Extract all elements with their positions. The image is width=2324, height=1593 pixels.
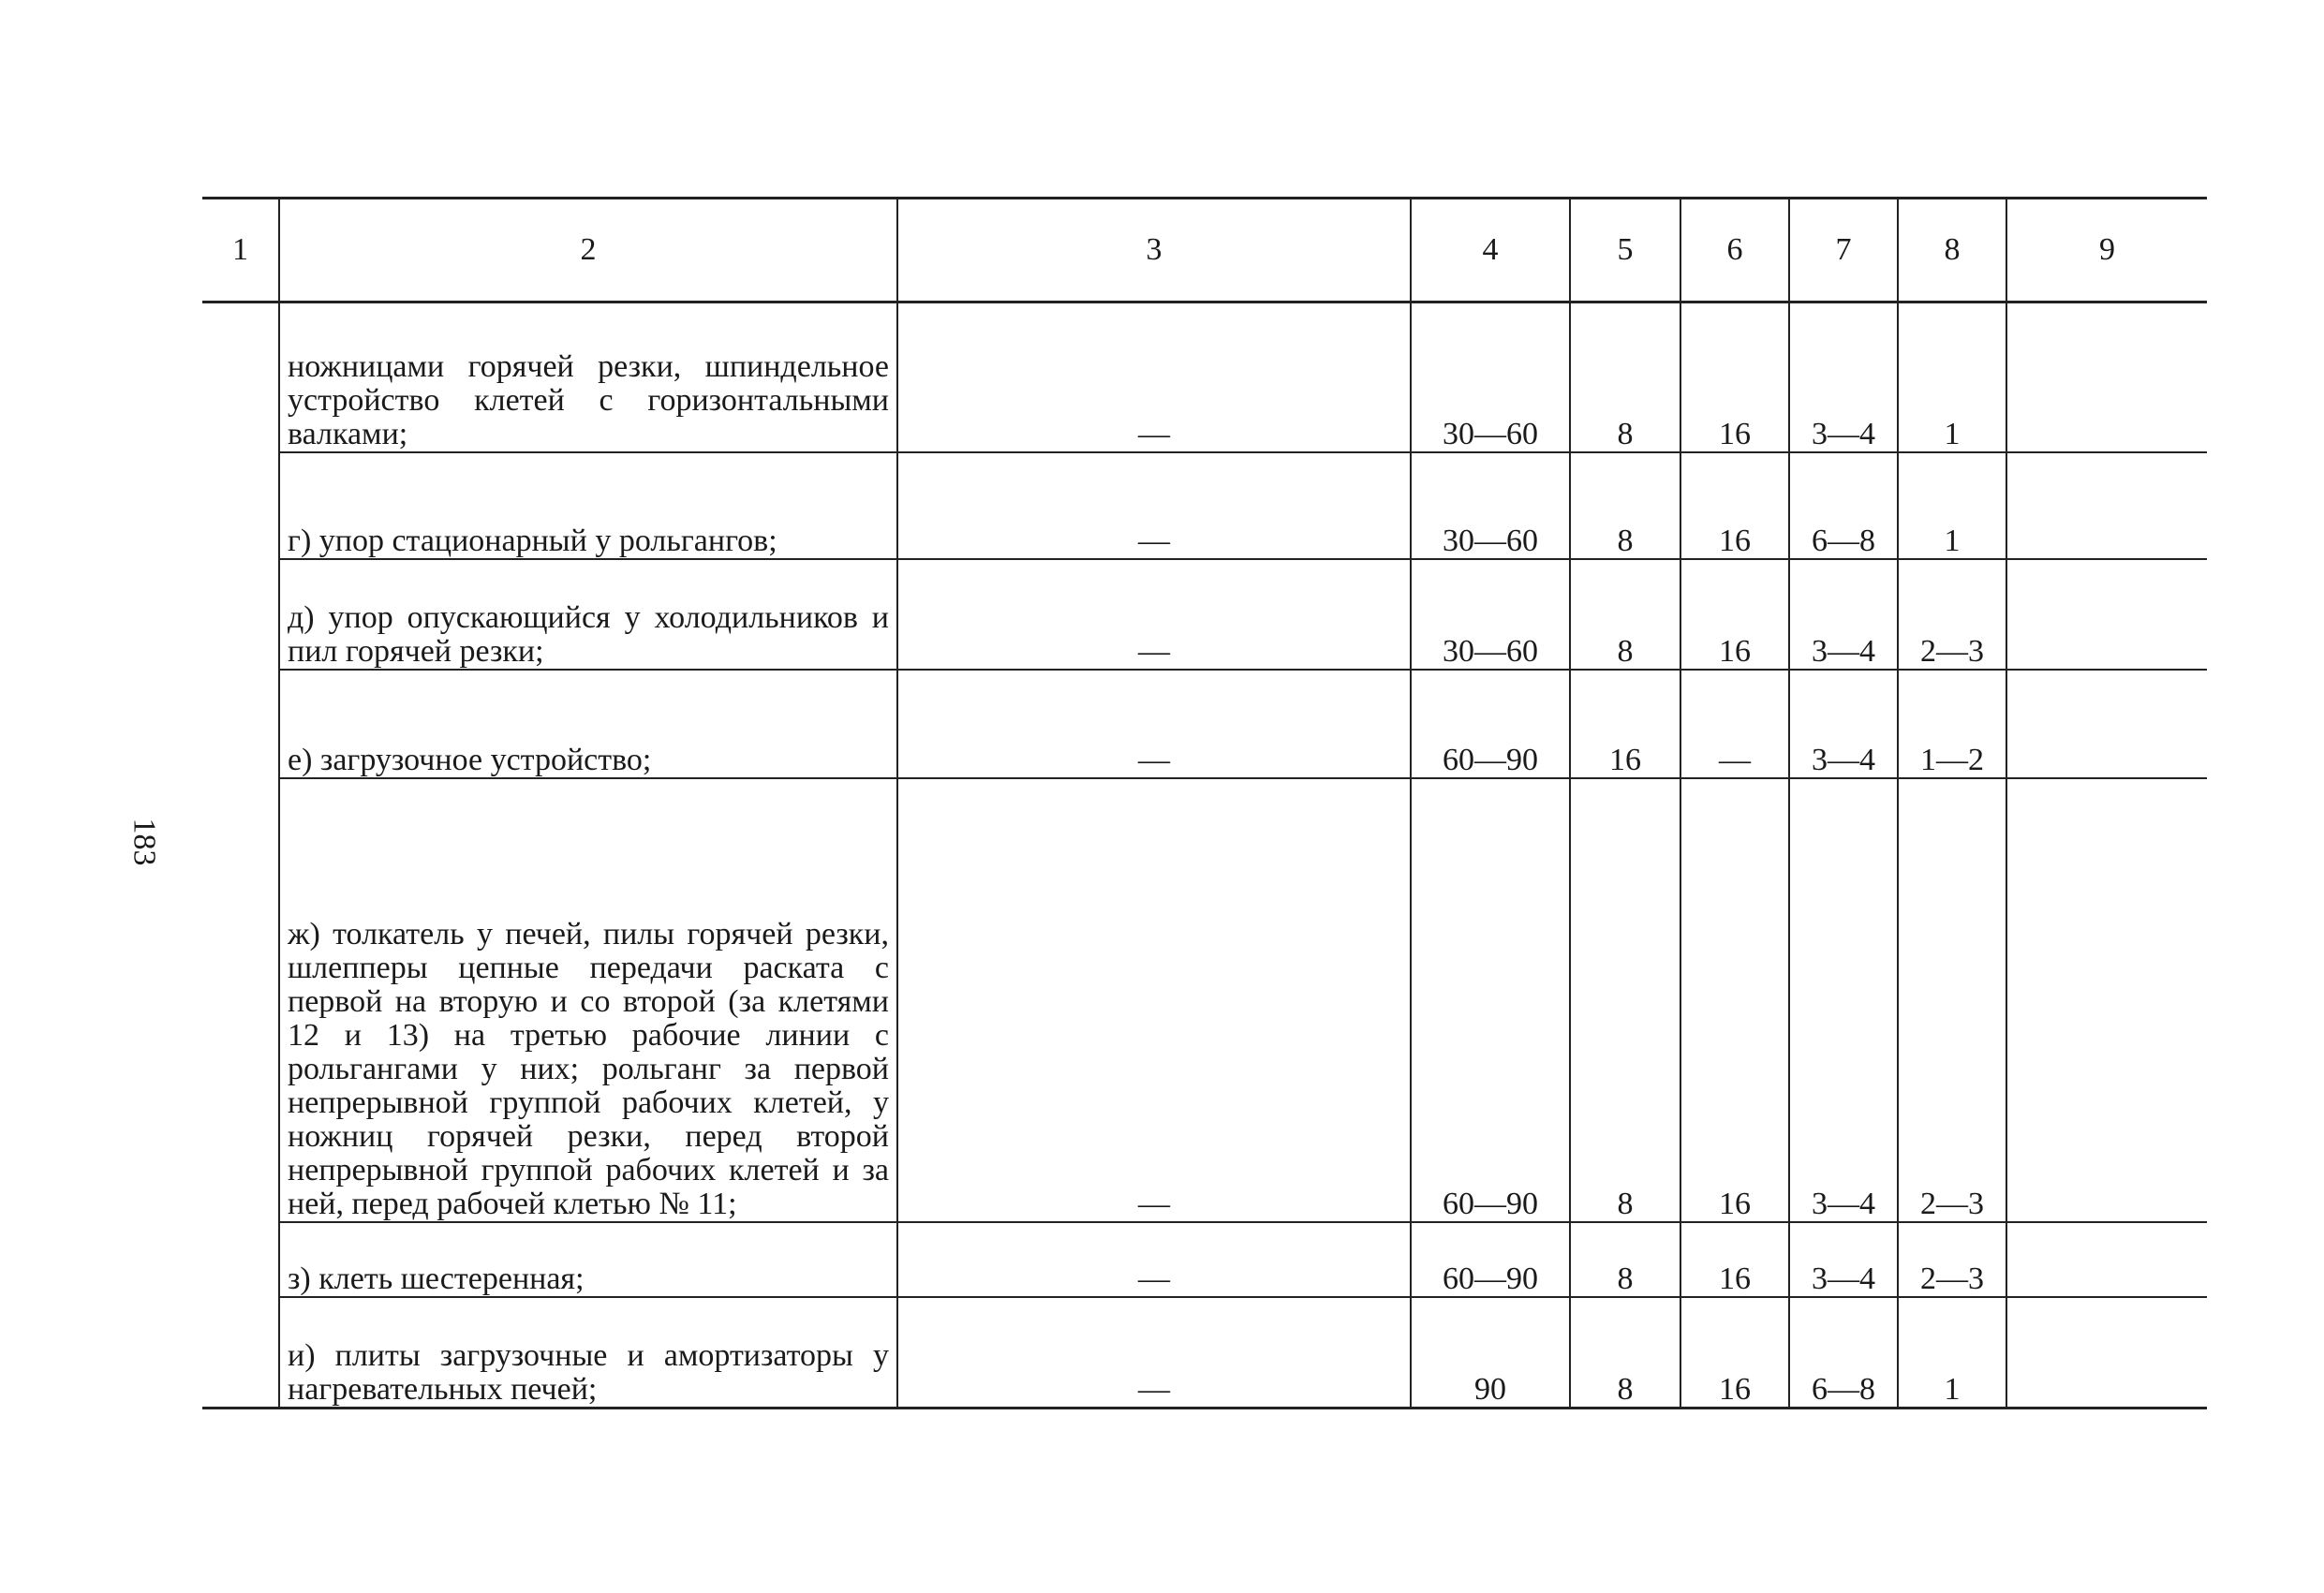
- table-cell: —: [897, 778, 1411, 1222]
- table-cell: —: [897, 452, 1411, 559]
- column-header: 6: [1680, 199, 1789, 302]
- column-header: 7: [1789, 199, 1898, 302]
- table-cell: 2—3: [1898, 559, 2006, 670]
- table-cell: —: [897, 670, 1411, 778]
- table-row: [202, 1222, 2207, 1297]
- table-cell: 60—90: [1411, 1222, 1570, 1297]
- table-cell: [2006, 1222, 2207, 1297]
- table-cell: 16: [1680, 559, 1789, 670]
- table-cell: 8: [1570, 1222, 1680, 1297]
- table-cell: —: [1680, 670, 1789, 778]
- table-cell: [2006, 559, 2207, 670]
- table-cell: 1: [1898, 302, 2006, 453]
- table-cell: [202, 1297, 279, 1409]
- page-number: 183: [126, 818, 162, 866]
- table-cell: 16: [1680, 1222, 1789, 1297]
- table-cell: 16: [1680, 302, 1789, 453]
- table-cell: 3—4: [1789, 1222, 1898, 1297]
- table-cell: —: [897, 302, 1411, 453]
- table-header-row: [202, 199, 2207, 302]
- table-cell: [2006, 302, 2207, 453]
- table-cell: —: [897, 1297, 1411, 1409]
- table-cell: [202, 559, 279, 670]
- table-cell: 3—4: [1789, 302, 1898, 453]
- table-cell: 6—8: [1789, 1297, 1898, 1409]
- table-cell: 1: [1898, 452, 2006, 559]
- table-cell: [2006, 1297, 2207, 1409]
- table-row: [202, 452, 2207, 559]
- table-row: [202, 302, 2207, 453]
- table-cell: 3—4: [1789, 670, 1898, 778]
- table-cell: [202, 670, 279, 778]
- column-header: 3: [897, 199, 1411, 302]
- item-description: ж) толкатель у печей, пилы горячей резки, шлепперы цепные передачи раската с первой на вторую и со второй (за клетями 12 и 13) на третью рабочие линии с рольгангами у них; рольганг за первой непрерывной группой рабочих клетей, у ножниц горячей резки, перед второй непрерывной группой рабочих клетей и за ней, перед рабочей клетью № 11;: [279, 778, 897, 1222]
- table-cell: 90: [1411, 1297, 1570, 1409]
- table-cell: 16: [1570, 670, 1680, 778]
- table-cell: 8: [1570, 778, 1680, 1222]
- table-cell: 8: [1570, 559, 1680, 670]
- item-description: е) загрузочное устройство;: [279, 670, 897, 778]
- table-cell: 30—60: [1411, 302, 1570, 453]
- column-header: 2: [279, 199, 897, 302]
- column-header: 5: [1570, 199, 1680, 302]
- table-cell: [202, 1222, 279, 1297]
- table-cell: [202, 302, 279, 453]
- table-cell: [2006, 778, 2207, 1222]
- table-cell: [202, 452, 279, 559]
- table-cell: 2—3: [1898, 1222, 2006, 1297]
- table-cell: —: [897, 559, 1411, 670]
- table-cell: 2—3: [1898, 778, 2006, 1222]
- table-cell: 16: [1680, 778, 1789, 1222]
- spec-table: [202, 197, 2207, 1409]
- table-cell: 3—4: [1789, 559, 1898, 670]
- table-row: [202, 670, 2207, 778]
- table-cell: 60—90: [1411, 670, 1570, 778]
- table-cell: 60—90: [1411, 778, 1570, 1222]
- table-cell: [2006, 452, 2207, 559]
- table-cell: 1—2: [1898, 670, 2006, 778]
- table-cell: 16: [1680, 1297, 1789, 1409]
- table-cell: 3—4: [1789, 778, 1898, 1222]
- item-description: з) клеть шестеренная;: [279, 1222, 897, 1297]
- table-cell: [202, 778, 279, 1222]
- column-header: 8: [1898, 199, 2006, 302]
- table-cell: [2006, 670, 2207, 778]
- table-row: [202, 778, 2207, 1222]
- table-row: [202, 1297, 2207, 1409]
- table-cell: 30—60: [1411, 559, 1570, 670]
- column-header: 9: [2006, 199, 2207, 302]
- item-description: г) упор стационарный у рольгангов;: [279, 452, 897, 559]
- table-cell: 8: [1570, 1297, 1680, 1409]
- item-description: и) плиты загрузочные и амортизаторы у нагревательных печей;: [279, 1297, 897, 1409]
- table-cell: 1: [1898, 1297, 2006, 1409]
- table-cell: 8: [1570, 452, 1680, 559]
- column-header: 4: [1411, 199, 1570, 302]
- table-cell: —: [897, 1222, 1411, 1297]
- table-row: [202, 559, 2207, 670]
- column-header: 1: [202, 199, 279, 302]
- table-cell: 16: [1680, 452, 1789, 559]
- table-cell: 30—60: [1411, 452, 1570, 559]
- item-description: д) упор опускающийся у холодильников и пил горячей резки;: [279, 559, 897, 670]
- item-description: ножницами горячей резки, шпиндельное устройство клетей с горизонтальными валками;: [279, 302, 897, 453]
- table-cell: 8: [1570, 302, 1680, 453]
- table-cell: 6—8: [1789, 452, 1898, 559]
